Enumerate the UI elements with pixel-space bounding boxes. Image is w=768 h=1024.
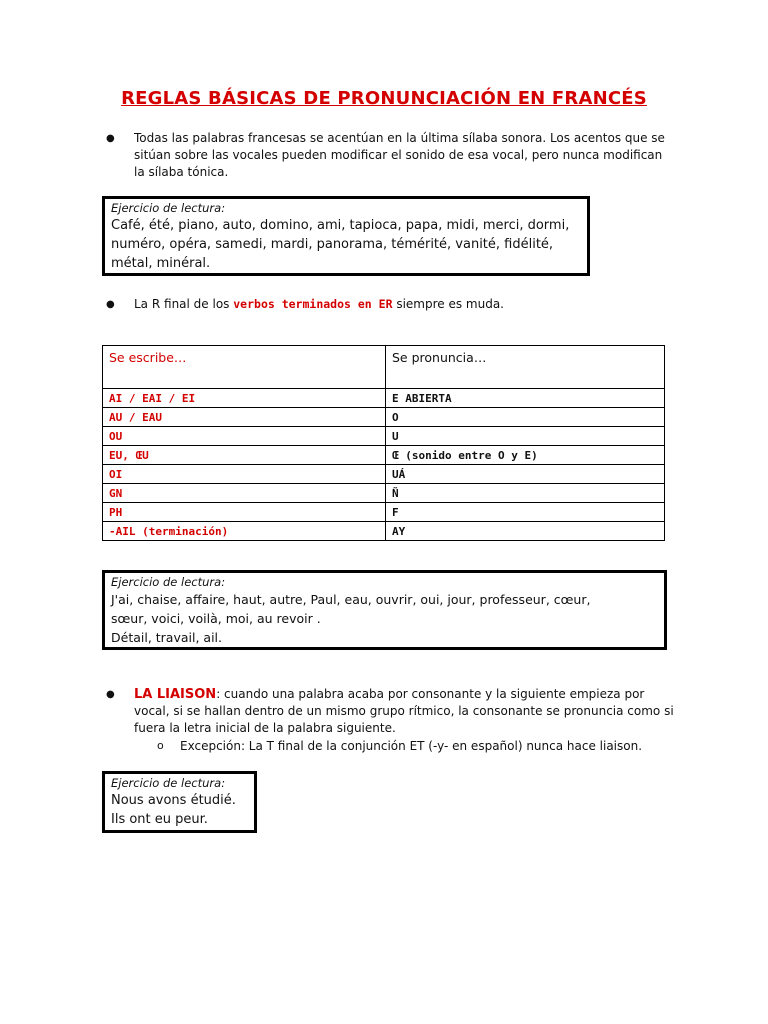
exercise-line: métal, minéral.	[111, 256, 211, 271]
spelling-cell: -AIL (terminación)	[103, 522, 386, 541]
exercise-line: J'ai, chaise, affaire, haut, autre, Paul, eau, ouvrir, oui, jour, professeur, cœur,	[111, 592, 591, 607]
exercise-line: numéro, opéra, samedi, mardi, panorama, témérité, vanité, fidélité,	[111, 237, 554, 252]
bullet-line: : cuando una palabra acaba por consonante y la siguiente empieza por	[216, 687, 645, 701]
sound-cell: AY	[386, 522, 665, 541]
exercise-line: Ils ont eu peur.	[111, 812, 208, 827]
bullet-line: la sílaba tónica.	[134, 165, 229, 179]
table-row	[103, 446, 665, 465]
reading-exercise-box	[102, 196, 590, 276]
sound-cell: O	[386, 408, 665, 427]
table-row	[103, 522, 665, 541]
sound-cell: U	[386, 427, 665, 446]
bullet-text-before: La R final de los	[134, 297, 230, 311]
header-se-escribe: Se escribe…	[103, 346, 386, 389]
spelling-cell: OU	[103, 427, 386, 446]
exercise-line: sœur, voici, voilà, moi, au revoir .	[111, 611, 321, 626]
table-row	[103, 408, 665, 427]
pronunciation-table	[102, 345, 665, 541]
table-row	[103, 503, 665, 522]
table-header-row	[103, 346, 665, 389]
sound-cell: F	[386, 503, 665, 522]
liaison-label: LA LIAISON	[134, 687, 217, 702]
exercise-caption: Ejercicio de lectura:	[111, 575, 226, 589]
table-row	[103, 427, 665, 446]
bullet-icon: ●	[106, 689, 115, 700]
page-title: REGLAS BÁSICAS DE PRONUNCIACIÓN EN FRANCÉS	[121, 88, 647, 109]
sound-cell: E ABIERTA	[386, 389, 665, 408]
sound-cell: Œ (sonido entre O y E)	[386, 446, 665, 465]
bullet-line: vocal, si se hallan dentro de un mismo grupo rítmico, la consonante se pronuncia como si	[134, 704, 674, 718]
spelling-cell: GN	[103, 484, 386, 503]
header-se-pronuncia: Se pronuncia…	[386, 346, 665, 389]
highlight-verbs-er: verbos terminados en ER	[233, 297, 393, 311]
bullet-text-after: siempre es muda.	[396, 297, 504, 311]
spelling-cell: AU / EAU	[103, 408, 386, 427]
exercise-line: Café, été, piano, auto, domino, ami, tapioca, papa, midi, merci, dormi,	[111, 218, 570, 233]
sound-cell: UÁ	[386, 465, 665, 484]
exercise-caption: Ejercicio de lectura:	[111, 776, 226, 790]
table-row	[103, 465, 665, 484]
spelling-cell: EU, ŒU	[103, 446, 386, 465]
bullet-line: fuera la letra inicial de la palabra siguiente.	[134, 721, 396, 735]
exception-text: Excepción: La T final de la conjunción ET (-y- en español) nunca hace liaison.	[180, 739, 643, 753]
exercise-line: Nous avons étudié.	[111, 793, 236, 808]
bullet-line: sitúan sobre las vocales pueden modificar el sonido de esa vocal, pero nunca modifican	[134, 148, 663, 162]
spelling-cell: AI / EAI / EI	[103, 389, 386, 408]
bullet-icon: ●	[106, 133, 115, 144]
sub-bullet-icon: o	[157, 739, 164, 752]
table-row	[103, 484, 665, 503]
bullet-icon: ●	[106, 299, 115, 310]
spelling-cell: OI	[103, 465, 386, 484]
table-row	[103, 389, 665, 408]
bullet-line: Todas las palabras francesas se acentúan en la última sílaba sonora. Los acentos que se	[134, 131, 665, 145]
exercise-line: Détail, travail, ail.	[111, 630, 222, 645]
spelling-cell: PH	[103, 503, 386, 522]
reading-exercise-box	[102, 570, 667, 650]
reading-exercise-box	[102, 771, 257, 833]
exercise-caption: Ejercicio de lectura:	[111, 201, 226, 215]
sound-cell: Ñ	[386, 484, 665, 503]
